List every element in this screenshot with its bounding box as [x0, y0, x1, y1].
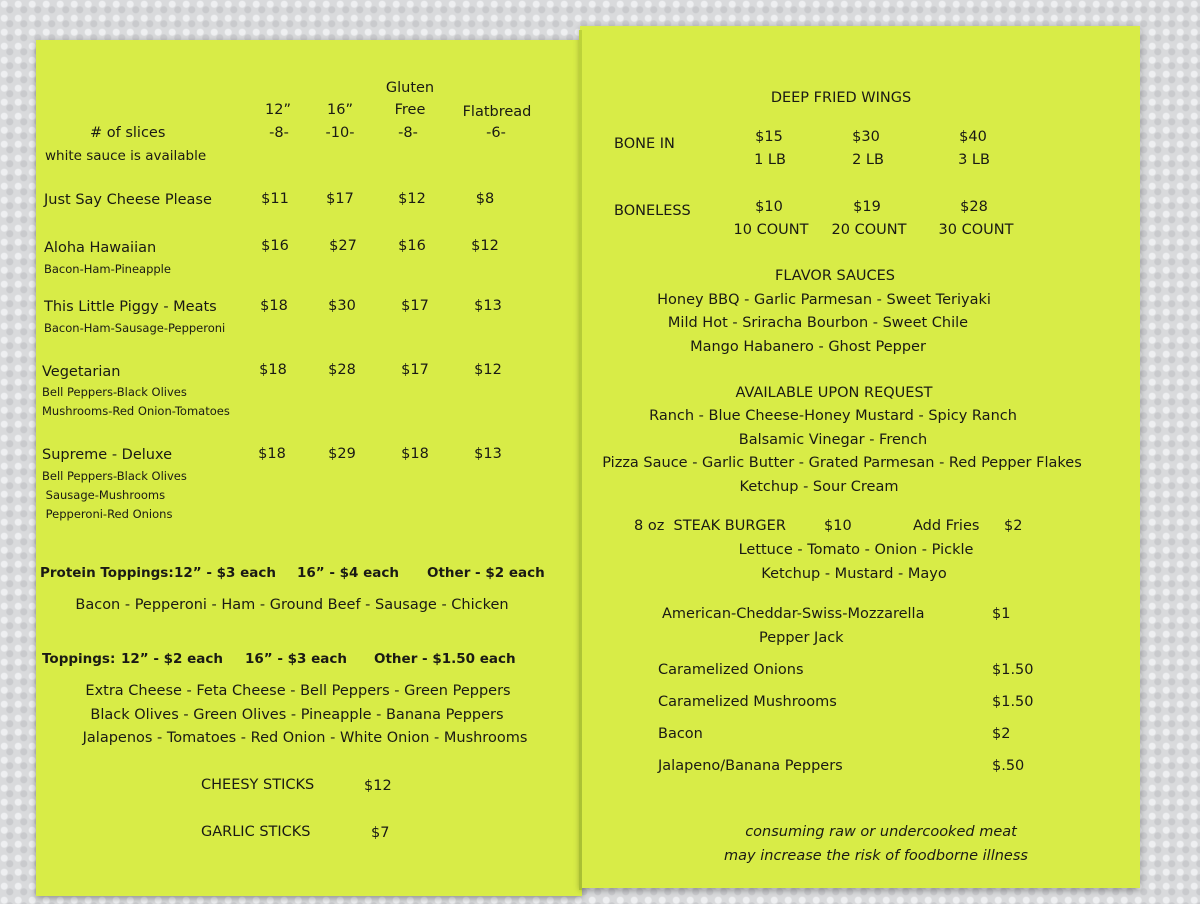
- flavor-sauces-line: Honey BBQ - Garlic Parmesan - Sweet Teriyaki: [657, 292, 991, 308]
- pizza-price-flatbread: $12: [474, 362, 502, 378]
- boneless-price: $10: [755, 199, 783, 215]
- bone-in-label: BONE IN: [614, 136, 675, 152]
- flavor-sauces-line: Mango Habanero - Ghost Pepper: [690, 339, 926, 355]
- burger-toppings-line: Ketchup - Mustard - Mayo: [761, 566, 947, 582]
- add-fries-price: $2: [1004, 518, 1023, 534]
- pizza-item-desc: Bell Peppers-Black Olives: [42, 385, 187, 399]
- slices-flatbread: -6-: [486, 125, 506, 141]
- pizza-item-desc: Bell Peppers-Black Olives: [42, 469, 187, 483]
- pizza-price-16: $17: [326, 191, 354, 207]
- bone-in-qty: 2 LB: [852, 152, 884, 168]
- pizza-price-gluten-free: $18: [401, 446, 429, 462]
- addon-name: Jalapeno/Banana Peppers: [658, 758, 843, 774]
- white-sauce-note: white sauce is available: [45, 148, 207, 164]
- pizza-item-name: Vegetarian: [42, 364, 121, 380]
- burger-name: 8 oz STEAK BURGER: [634, 518, 786, 534]
- disclaimer-line2: may increase the risk of foodborne illness: [724, 848, 1028, 864]
- on-request-line: Balsamic Vinegar - French: [738, 432, 928, 448]
- on-request-line: Ketchup - Sour Cream: [739, 479, 899, 495]
- gluten-free-header-line1: Gluten: [385, 80, 435, 96]
- pizza-item-desc: Sausage-Mushrooms: [42, 488, 166, 502]
- addon-name: Caramelized Mushrooms: [658, 694, 837, 710]
- disclaimer-line1: consuming raw or undercooked meat: [745, 824, 1017, 840]
- toppings-other: Other - $1.50 each: [374, 651, 516, 667]
- pizza-price-12: $11: [261, 191, 289, 207]
- flavor-sauces-title: FLAVOR SAUCES: [774, 268, 896, 284]
- addon-name: Caramelized Onions: [658, 662, 804, 678]
- pizza-price-12: $16: [261, 238, 289, 254]
- slices-gluten-free: -8-: [398, 125, 418, 141]
- protein-toppings-other: Other - $2 each: [427, 565, 545, 581]
- garlic-sticks-name: GARLIC STICKS: [201, 824, 311, 840]
- boneless-price: $19: [853, 199, 881, 215]
- pizza-price-flatbread: $8: [475, 191, 495, 207]
- pizza-price-16: $28: [328, 362, 356, 378]
- bone-in-qty: 1 LB: [754, 152, 786, 168]
- addon-price: $1.50: [992, 662, 1034, 678]
- garlic-sticks-price: $7: [371, 825, 390, 841]
- toppings-16: 16” - $3 each: [245, 651, 348, 667]
- pizza-price-12: $18: [258, 446, 286, 462]
- cheese-price: $1: [992, 606, 1011, 622]
- addon-price: $2: [992, 726, 1011, 742]
- menu-fold: [579, 30, 582, 890]
- addon-name: Bacon: [658, 726, 703, 742]
- slices-label: # of slices: [90, 125, 166, 141]
- on-request-line: Ranch - Blue Cheese-Honey Mustard - Spicy Ranch: [649, 408, 1017, 424]
- protein-toppings-16: 16” - $4 each: [297, 565, 400, 581]
- cheesy-sticks-price: $12: [364, 778, 392, 794]
- boneless-price: $28: [960, 199, 988, 215]
- pizza-price-flatbread: $13: [474, 298, 502, 314]
- pizza-price-16: $27: [329, 238, 357, 254]
- bone-in-qty: 3 LB: [958, 152, 990, 168]
- pizza-price-gluten-free: $17: [401, 362, 429, 378]
- wings-title: DEEP FRIED WINGS: [770, 90, 912, 106]
- gluten-free-header-line2: Free: [394, 102, 426, 118]
- bone-in-price: $15: [755, 129, 783, 145]
- cheesy-sticks-name: CHEESY STICKS: [201, 777, 315, 793]
- bone-in-price: $40: [959, 129, 987, 145]
- size-12-header: 12”: [265, 102, 291, 118]
- pizza-item-desc: Mushrooms-Red Onion-Tomatoes: [42, 404, 230, 418]
- pizza-price-12: $18: [259, 362, 287, 378]
- pizza-price-flatbread: $13: [474, 446, 502, 462]
- bone-in-price: $30: [852, 129, 880, 145]
- pizza-price-gluten-free: $12: [398, 191, 426, 207]
- pizza-item-name: Supreme - Deluxe: [42, 447, 173, 463]
- slices-16: -10-: [325, 125, 355, 141]
- pizza-price-16: $30: [328, 298, 356, 314]
- on-request-title: AVAILABLE UPON REQUEST: [735, 385, 933, 401]
- cheese-options-line2: Pepper Jack: [759, 630, 844, 646]
- pizza-item-desc: Bacon-Ham-Pineapple: [44, 262, 171, 276]
- burger-price: $10: [824, 518, 852, 534]
- burger-toppings-line: Lettuce - Tomato - Onion - Pickle: [738, 542, 974, 558]
- flavor-sauces-line: Mild Hot - Sriracha Bourbon - Sweet Chile: [667, 315, 969, 331]
- pizza-item-name: Aloha Hawaiian: [44, 240, 157, 256]
- cheese-options: American-Cheddar-Swiss-Mozzarella: [662, 606, 925, 622]
- slices-12: -8-: [269, 125, 289, 141]
- toppings-line: Jalapenos - Tomatoes - Red Onion - White Onion - Mushrooms: [82, 730, 528, 746]
- flatbread-header: Flatbread: [462, 104, 532, 120]
- protein-toppings-12: 12” - $3 each: [174, 565, 277, 581]
- toppings-line: Extra Cheese - Feta Cheese - Bell Peppers - Green Peppers: [85, 683, 511, 699]
- pizza-item-name: Just Say Cheese Please: [44, 192, 212, 208]
- size-16-header: 16”: [327, 102, 353, 118]
- protein-toppings-title: Protein Toppings:: [40, 565, 174, 581]
- boneless-qty: 20 COUNT: [831, 222, 907, 238]
- add-fries-label: Add Fries: [913, 518, 980, 534]
- pizza-item-name: This Little Piggy - Meats: [44, 299, 217, 315]
- addon-price: $1.50: [992, 694, 1034, 710]
- boneless-qty: 30 COUNT: [938, 222, 1014, 238]
- boneless-label: BONELESS: [614, 203, 691, 219]
- pizza-price-12: $18: [260, 298, 288, 314]
- pizza-price-flatbread: $12: [471, 238, 499, 254]
- toppings-12: 12” - $2 each: [121, 651, 224, 667]
- addon-price: $.50: [992, 758, 1025, 774]
- on-request-line: Pizza Sauce - Garlic Butter - Grated Parmesan - Red Pepper Flakes: [602, 455, 1082, 471]
- pizza-price-gluten-free: $17: [401, 298, 429, 314]
- toppings-title: Toppings:: [42, 651, 116, 667]
- pizza-item-desc: Bacon-Ham-Sausage-Pepperoni: [44, 321, 226, 335]
- pizza-price-16: $29: [328, 446, 356, 462]
- boneless-qty: 10 COUNT: [733, 222, 809, 238]
- toppings-line: Black Olives - Green Olives - Pineapple - Banana Peppers: [90, 707, 504, 723]
- protein-toppings-list: Bacon - Pepperoni - Ham - Ground Beef - Sausage - Chicken: [75, 597, 509, 613]
- pizza-price-gluten-free: $16: [398, 238, 426, 254]
- pizza-item-desc: Pepperoni-Red Onions: [42, 507, 173, 521]
